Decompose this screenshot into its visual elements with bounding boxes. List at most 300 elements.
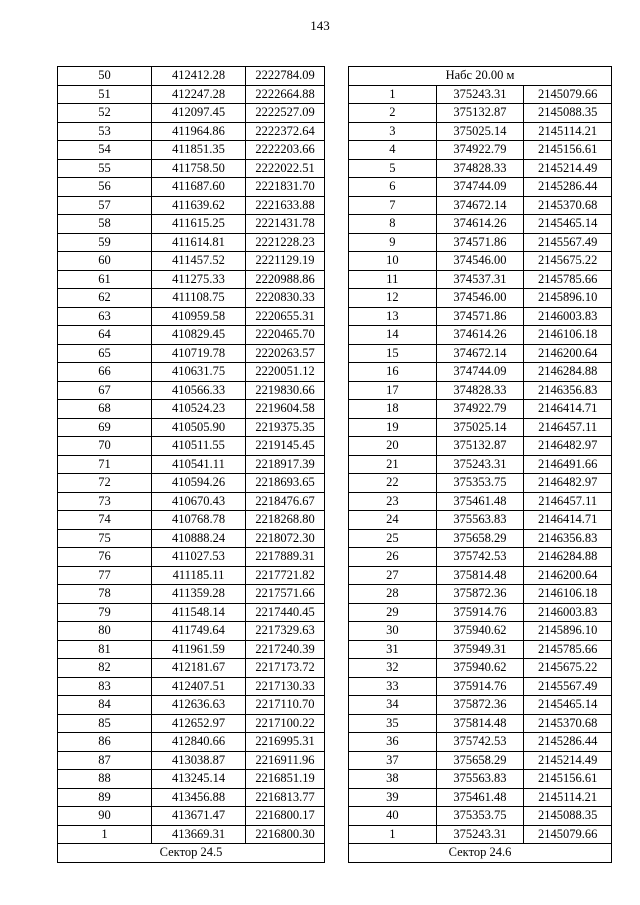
table-row (58, 529, 325, 548)
point-number-cell: 55 (58, 159, 152, 178)
y-coordinate-cell: 2145088.35 (524, 807, 612, 826)
x-coordinate-cell: 375949.31 (436, 640, 524, 659)
table-row (58, 788, 325, 807)
y-coordinate-cell: 2146284.88 (524, 363, 612, 382)
x-coordinate-cell: 374672.14 (436, 196, 524, 215)
x-coordinate-cell: 412840.66 (152, 733, 246, 752)
x-coordinate-cell: 374922.79 (436, 141, 524, 160)
y-coordinate-cell: 2146003.83 (524, 603, 612, 622)
table-row (349, 196, 612, 215)
x-coordinate-cell: 375940.62 (436, 622, 524, 641)
table-row (58, 178, 325, 197)
table-row (349, 677, 612, 696)
y-coordinate-cell: 2145214.49 (524, 159, 612, 178)
y-coordinate-cell: 2145785.66 (524, 640, 612, 659)
y-coordinate-cell: 2146457.11 (524, 492, 612, 511)
x-coordinate-cell: 410594.26 (152, 474, 246, 493)
x-coordinate-cell: 411639.62 (152, 196, 246, 215)
table-row (349, 548, 612, 567)
x-coordinate-cell: 413669.31 (152, 825, 246, 844)
y-coordinate-cell: 2145088.35 (524, 104, 612, 123)
point-number-cell: 10 (349, 252, 437, 271)
table-row (349, 492, 612, 511)
table-row (349, 640, 612, 659)
point-number-cell: 79 (58, 603, 152, 622)
left-table-footer-row (58, 844, 325, 863)
x-coordinate-cell: 411275.33 (152, 270, 246, 289)
x-coordinate-cell: 413456.88 (152, 788, 246, 807)
point-number-cell: 77 (58, 566, 152, 585)
y-coordinate-cell: 2221129.19 (246, 252, 325, 271)
point-number-cell: 14 (349, 326, 437, 345)
y-coordinate-cell: 2145370.68 (524, 714, 612, 733)
right-table-header: Набс 20.00 м (349, 67, 612, 86)
x-coordinate-cell: 374744.09 (436, 363, 524, 382)
y-coordinate-cell: 2146482.97 (524, 474, 612, 493)
y-coordinate-cell: 2220655.31 (246, 307, 325, 326)
point-number-cell: 11 (349, 270, 437, 289)
y-coordinate-cell: 2145675.22 (524, 659, 612, 678)
point-number-cell: 29 (349, 603, 437, 622)
y-coordinate-cell: 2216995.31 (246, 733, 325, 752)
point-number-cell: 6 (349, 178, 437, 197)
point-number-cell: 68 (58, 400, 152, 419)
y-coordinate-cell: 2145785.66 (524, 270, 612, 289)
y-coordinate-cell: 2220465.70 (246, 326, 325, 345)
point-number-cell: 83 (58, 677, 152, 696)
y-coordinate-cell: 2219375.35 (246, 418, 325, 437)
point-number-cell: 19 (349, 418, 437, 437)
point-number-cell: 37 (349, 751, 437, 770)
y-coordinate-cell: 2222664.88 (246, 85, 325, 104)
table-row (349, 437, 612, 456)
table-row (349, 307, 612, 326)
x-coordinate-cell: 374614.26 (436, 215, 524, 234)
table-row (58, 455, 325, 474)
x-coordinate-cell: 411758.50 (152, 159, 246, 178)
point-number-cell: 40 (349, 807, 437, 826)
x-coordinate-cell: 410719.78 (152, 344, 246, 363)
table-row (349, 344, 612, 363)
y-coordinate-cell: 2145156.61 (524, 141, 612, 160)
point-number-cell: 66 (58, 363, 152, 382)
point-number-cell: 60 (58, 252, 152, 271)
table-row (58, 659, 325, 678)
x-coordinate-cell: 411749.64 (152, 622, 246, 641)
point-number-cell: 9 (349, 233, 437, 252)
point-number-cell: 84 (58, 696, 152, 715)
x-coordinate-cell: 411851.35 (152, 141, 246, 160)
y-coordinate-cell: 2221633.88 (246, 196, 325, 215)
y-coordinate-cell: 2217110.70 (246, 696, 325, 715)
table-row (58, 751, 325, 770)
table-row (349, 585, 612, 604)
y-coordinate-cell: 2222784.09 (246, 67, 325, 86)
x-coordinate-cell: 410524.23 (152, 400, 246, 419)
x-coordinate-cell: 375872.36 (436, 696, 524, 715)
point-number-cell: 27 (349, 566, 437, 585)
x-coordinate-cell: 411687.60 (152, 178, 246, 197)
x-coordinate-cell: 375461.48 (436, 788, 524, 807)
table-row (349, 178, 612, 197)
x-coordinate-cell: 375563.83 (436, 770, 524, 789)
y-coordinate-cell: 2217173.72 (246, 659, 325, 678)
point-number-cell: 78 (58, 585, 152, 604)
point-number-cell: 57 (58, 196, 152, 215)
point-number-cell: 65 (58, 344, 152, 363)
x-coordinate-cell: 411961.59 (152, 640, 246, 659)
point-number-cell: 3 (349, 122, 437, 141)
y-coordinate-cell: 2146457.11 (524, 418, 612, 437)
point-number-cell: 59 (58, 233, 152, 252)
y-coordinate-cell: 2218917.39 (246, 455, 325, 474)
x-coordinate-cell: 411964.86 (152, 122, 246, 141)
point-number-cell: 67 (58, 381, 152, 400)
table-row (349, 455, 612, 474)
y-coordinate-cell: 2145286.44 (524, 733, 612, 752)
x-coordinate-cell: 375353.75 (436, 474, 524, 493)
point-number-cell: 23 (349, 492, 437, 511)
x-coordinate-cell: 375353.75 (436, 807, 524, 826)
point-number-cell: 69 (58, 418, 152, 437)
y-coordinate-cell: 2145567.49 (524, 677, 612, 696)
y-coordinate-cell: 2145079.66 (524, 825, 612, 844)
table-row (349, 270, 612, 289)
x-coordinate-cell: 410631.75 (152, 363, 246, 382)
y-coordinate-cell: 2221228.23 (246, 233, 325, 252)
point-number-cell: 7 (349, 196, 437, 215)
x-coordinate-cell: 410670.43 (152, 492, 246, 511)
y-coordinate-cell: 2219830.66 (246, 381, 325, 400)
x-coordinate-cell: 375742.53 (436, 733, 524, 752)
point-number-cell: 53 (58, 122, 152, 141)
x-coordinate-cell: 374828.33 (436, 381, 524, 400)
point-number-cell: 63 (58, 307, 152, 326)
x-coordinate-cell: 374614.26 (436, 326, 524, 345)
table-row (58, 344, 325, 363)
y-coordinate-cell: 2145286.44 (524, 178, 612, 197)
point-number-cell: 18 (349, 400, 437, 419)
point-number-cell: 21 (349, 455, 437, 474)
point-number-cell: 75 (58, 529, 152, 548)
table-row (349, 622, 612, 641)
x-coordinate-cell: 375940.62 (436, 659, 524, 678)
table-row (349, 326, 612, 345)
x-coordinate-cell: 410768.78 (152, 511, 246, 530)
y-coordinate-cell: 2145370.68 (524, 196, 612, 215)
table-row (58, 418, 325, 437)
table-row (349, 511, 612, 530)
point-number-cell: 50 (58, 67, 152, 86)
table-row (349, 825, 612, 844)
table-row (58, 381, 325, 400)
y-coordinate-cell: 2218693.65 (246, 474, 325, 493)
point-number-cell: 71 (58, 455, 152, 474)
y-coordinate-cell: 2221831.70 (246, 178, 325, 197)
y-coordinate-cell: 2216800.17 (246, 807, 325, 826)
y-coordinate-cell: 2220263.57 (246, 344, 325, 363)
right-table-footer: Сектор 24.6 (349, 844, 612, 863)
x-coordinate-cell: 410829.45 (152, 326, 246, 345)
x-coordinate-cell: 375914.76 (436, 603, 524, 622)
y-coordinate-cell: 2217889.31 (246, 548, 325, 567)
table-row (58, 511, 325, 530)
table-row (58, 196, 325, 215)
y-coordinate-cell: 2219145.45 (246, 437, 325, 456)
table-row (349, 159, 612, 178)
point-number-cell: 85 (58, 714, 152, 733)
table-row (58, 104, 325, 123)
x-coordinate-cell: 375243.31 (436, 85, 524, 104)
point-number-cell: 36 (349, 733, 437, 752)
point-number-cell: 5 (349, 159, 437, 178)
y-coordinate-cell: 2222203.66 (246, 141, 325, 160)
y-coordinate-cell: 2221431.78 (246, 215, 325, 234)
y-coordinate-cell: 2145156.61 (524, 770, 612, 789)
table-row (58, 474, 325, 493)
x-coordinate-cell: 413038.87 (152, 751, 246, 770)
x-coordinate-cell: 410959.58 (152, 307, 246, 326)
point-number-cell: 1 (349, 85, 437, 104)
y-coordinate-cell: 2218268.80 (246, 511, 325, 530)
y-coordinate-cell: 2146106.18 (524, 326, 612, 345)
table-row (58, 400, 325, 419)
table-row (58, 585, 325, 604)
x-coordinate-cell: 374537.31 (436, 270, 524, 289)
point-number-cell: 15 (349, 344, 437, 363)
x-coordinate-cell: 375742.53 (436, 548, 524, 567)
point-number-cell: 80 (58, 622, 152, 641)
table-row (349, 104, 612, 123)
x-coordinate-cell: 375563.83 (436, 511, 524, 530)
table-row (349, 122, 612, 141)
x-coordinate-cell: 412412.28 (152, 67, 246, 86)
y-coordinate-cell: 2216800.30 (246, 825, 325, 844)
point-number-cell: 64 (58, 326, 152, 345)
y-coordinate-cell: 2146284.88 (524, 548, 612, 567)
x-coordinate-cell: 410511.55 (152, 437, 246, 456)
y-coordinate-cell: 2217440.45 (246, 603, 325, 622)
point-number-cell: 33 (349, 677, 437, 696)
x-coordinate-cell: 412097.45 (152, 104, 246, 123)
table-row (58, 603, 325, 622)
point-number-cell: 54 (58, 141, 152, 160)
table-row (58, 159, 325, 178)
table-row (349, 474, 612, 493)
table-row (349, 770, 612, 789)
x-coordinate-cell: 411359.28 (152, 585, 246, 604)
point-number-cell: 30 (349, 622, 437, 641)
left-table-footer: Сектор 24.5 (58, 844, 325, 863)
table-row (58, 677, 325, 696)
y-coordinate-cell: 2146482.97 (524, 437, 612, 456)
x-coordinate-cell: 411614.81 (152, 233, 246, 252)
table-row (349, 751, 612, 770)
point-number-cell: 61 (58, 270, 152, 289)
point-number-cell: 73 (58, 492, 152, 511)
page-number: 143 (310, 18, 330, 33)
table-row (58, 233, 325, 252)
x-coordinate-cell: 374571.86 (436, 307, 524, 326)
x-coordinate-cell: 375243.31 (436, 825, 524, 844)
y-coordinate-cell: 2146200.64 (524, 566, 612, 585)
table-row (58, 714, 325, 733)
y-coordinate-cell: 2222372.64 (246, 122, 325, 141)
table-row (58, 696, 325, 715)
table-row (349, 141, 612, 160)
table-row (58, 141, 325, 160)
y-coordinate-cell: 2146200.64 (524, 344, 612, 363)
y-coordinate-cell: 2222527.09 (246, 104, 325, 123)
x-coordinate-cell: 375132.87 (436, 104, 524, 123)
table-row (58, 307, 325, 326)
y-coordinate-cell: 2217721.82 (246, 566, 325, 585)
y-coordinate-cell: 2218072.30 (246, 529, 325, 548)
y-coordinate-cell: 2146414.71 (524, 511, 612, 530)
table-row (58, 215, 325, 234)
point-number-cell: 74 (58, 511, 152, 530)
y-coordinate-cell: 2220988.86 (246, 270, 325, 289)
point-number-cell: 26 (349, 548, 437, 567)
y-coordinate-cell: 2220830.33 (246, 289, 325, 308)
table-row (58, 770, 325, 789)
point-number-cell: 58 (58, 215, 152, 234)
x-coordinate-cell: 375025.14 (436, 418, 524, 437)
point-number-cell: 20 (349, 437, 437, 456)
point-number-cell: 13 (349, 307, 437, 326)
y-coordinate-cell: 2217100.22 (246, 714, 325, 733)
table-row (349, 381, 612, 400)
point-number-cell: 1 (349, 825, 437, 844)
point-number-cell: 4 (349, 141, 437, 160)
x-coordinate-cell: 375814.48 (436, 714, 524, 733)
x-coordinate-cell: 412181.67 (152, 659, 246, 678)
y-coordinate-cell: 2145114.21 (524, 788, 612, 807)
y-coordinate-cell: 2216813.77 (246, 788, 325, 807)
table-row (58, 363, 325, 382)
y-coordinate-cell: 2220051.12 (246, 363, 325, 382)
y-coordinate-cell: 2146491.66 (524, 455, 612, 474)
point-number-cell: 87 (58, 751, 152, 770)
point-number-cell: 81 (58, 640, 152, 659)
table-row (58, 566, 325, 585)
y-coordinate-cell: 2146003.83 (524, 307, 612, 326)
table-row (58, 289, 325, 308)
point-number-cell: 76 (58, 548, 152, 567)
point-number-cell: 2 (349, 104, 437, 123)
table-row (349, 85, 612, 104)
x-coordinate-cell: 411185.11 (152, 566, 246, 585)
x-coordinate-cell: 374922.79 (436, 400, 524, 419)
table-row (58, 122, 325, 141)
table-row (349, 529, 612, 548)
x-coordinate-cell: 412652.97 (152, 714, 246, 733)
x-coordinate-cell: 411108.75 (152, 289, 246, 308)
y-coordinate-cell: 2145465.14 (524, 696, 612, 715)
point-number-cell: 82 (58, 659, 152, 678)
y-coordinate-cell: 2217571.66 (246, 585, 325, 604)
x-coordinate-cell: 410505.90 (152, 418, 246, 437)
x-coordinate-cell: 411615.25 (152, 215, 246, 234)
table-row (349, 215, 612, 234)
x-coordinate-cell: 375914.76 (436, 677, 524, 696)
point-number-cell: 28 (349, 585, 437, 604)
y-coordinate-cell: 2145465.14 (524, 215, 612, 234)
x-coordinate-cell: 374571.86 (436, 233, 524, 252)
table-row (58, 640, 325, 659)
x-coordinate-cell: 410888.24 (152, 529, 246, 548)
x-coordinate-cell: 412247.28 (152, 85, 246, 104)
point-number-cell: 25 (349, 529, 437, 548)
table-row (58, 492, 325, 511)
x-coordinate-cell: 375872.36 (436, 585, 524, 604)
x-coordinate-cell: 374672.14 (436, 344, 524, 363)
y-coordinate-cell: 2146414.71 (524, 400, 612, 419)
table-row (349, 289, 612, 308)
point-number-cell: 38 (349, 770, 437, 789)
table-row (349, 603, 612, 622)
right-table-header-row (349, 67, 612, 86)
table-row (58, 67, 325, 86)
y-coordinate-cell: 2218476.67 (246, 492, 325, 511)
table-row (58, 85, 325, 104)
point-number-cell: 34 (349, 696, 437, 715)
x-coordinate-cell: 374828.33 (436, 159, 524, 178)
y-coordinate-cell: 2216851.19 (246, 770, 325, 789)
y-coordinate-cell: 2146356.83 (524, 381, 612, 400)
table-row (58, 622, 325, 641)
y-coordinate-cell: 2219604.58 (246, 400, 325, 419)
x-coordinate-cell: 375658.29 (436, 751, 524, 770)
x-coordinate-cell: 412407.51 (152, 677, 246, 696)
x-coordinate-cell: 411457.52 (152, 252, 246, 271)
table-row (349, 418, 612, 437)
y-coordinate-cell: 2145896.10 (524, 622, 612, 641)
x-coordinate-cell: 374546.00 (436, 252, 524, 271)
right-table-footer-row (349, 844, 612, 863)
point-number-cell: 90 (58, 807, 152, 826)
point-number-cell: 35 (349, 714, 437, 733)
table-row (58, 825, 325, 844)
point-number-cell: 88 (58, 770, 152, 789)
point-number-cell: 16 (349, 363, 437, 382)
x-coordinate-cell: 410541.11 (152, 455, 246, 474)
x-coordinate-cell: 411027.53 (152, 548, 246, 567)
x-coordinate-cell: 413245.14 (152, 770, 246, 789)
table-row (349, 788, 612, 807)
y-coordinate-cell: 2145675.22 (524, 252, 612, 271)
point-number-cell: 8 (349, 215, 437, 234)
table-row (349, 566, 612, 585)
table-row (349, 400, 612, 419)
x-coordinate-cell: 374546.00 (436, 289, 524, 308)
table-row (349, 363, 612, 382)
x-coordinate-cell: 374744.09 (436, 178, 524, 197)
point-number-cell: 22 (349, 474, 437, 493)
table-row (349, 659, 612, 678)
y-coordinate-cell: 2145214.49 (524, 751, 612, 770)
table-row (58, 252, 325, 271)
table-row (58, 733, 325, 752)
point-number-cell: 32 (349, 659, 437, 678)
x-coordinate-cell: 375132.87 (436, 437, 524, 456)
x-coordinate-cell: 412636.63 (152, 696, 246, 715)
table-row (58, 326, 325, 345)
x-coordinate-cell: 375243.31 (436, 455, 524, 474)
y-coordinate-cell: 2217329.63 (246, 622, 325, 641)
point-number-cell: 52 (58, 104, 152, 123)
x-coordinate-cell: 413671.47 (152, 807, 246, 826)
